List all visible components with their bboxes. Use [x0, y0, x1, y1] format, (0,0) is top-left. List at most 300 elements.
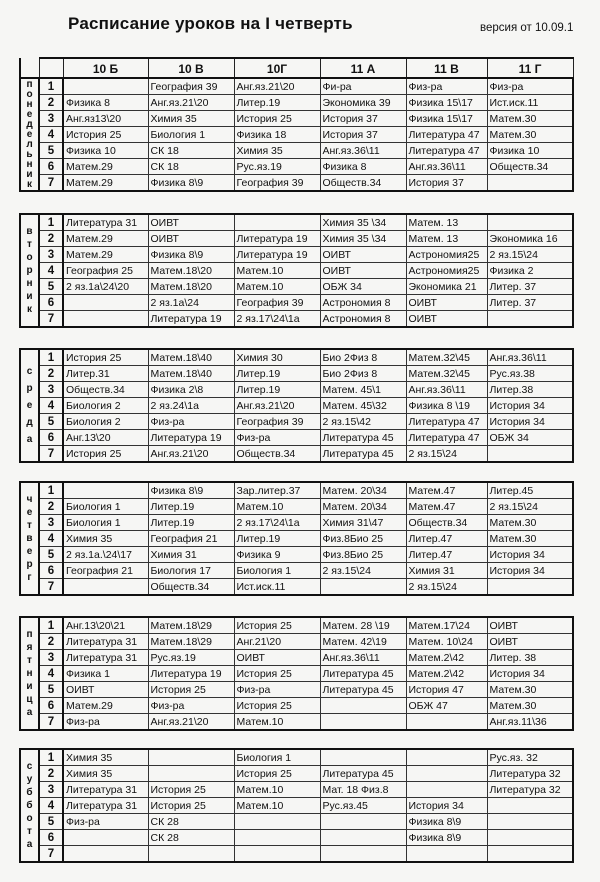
lesson-cell: Матем.18\40 — [148, 366, 234, 382]
lesson-cell: Матем.10 — [234, 279, 320, 295]
lesson-cell: Химия 31 — [406, 563, 487, 579]
lesson-cell: Физ-ра — [234, 430, 320, 446]
lesson-cell: 2 яз.15\24 — [320, 563, 406, 579]
page-title: Расписание уроков на I четверть — [68, 14, 353, 33]
lesson-cell: Биология 2 — [63, 398, 148, 414]
lesson-cell — [487, 846, 573, 863]
lesson-cell: Литература 31 — [63, 634, 148, 650]
lesson-row — [20, 311, 573, 328]
lesson-cell: Матем.47 — [406, 499, 487, 515]
lesson-cell: Астрономия 8 — [320, 311, 406, 328]
lesson-cell: Рус.яз.19 — [234, 159, 320, 175]
lesson-cell: 2 яз.15\24 — [406, 579, 487, 596]
lesson-number: 3 — [39, 111, 63, 127]
day-block — [19, 77, 574, 192]
lesson-cell: Биология 1 — [148, 127, 234, 143]
lesson-cell: Литература 47 — [406, 414, 487, 430]
lesson-cell: Физика 8 \19 — [406, 398, 487, 414]
lesson-cell: Литер.19 — [234, 382, 320, 398]
lesson-number: 1 — [39, 349, 63, 366]
lesson-row — [20, 515, 573, 531]
day-block — [19, 481, 574, 596]
lesson-number: 3 — [39, 650, 63, 666]
lesson-cell: 2 яз.15\24 — [487, 499, 573, 515]
lesson-cell: Литер.31 — [63, 366, 148, 382]
lesson-number: 3 — [39, 782, 63, 798]
lesson-cell: ОИВТ — [148, 231, 234, 247]
lesson-cell: Анг.13\20 — [63, 430, 148, 446]
lesson-cell: Биология 17 — [148, 563, 234, 579]
lesson-number: 5 — [39, 547, 63, 563]
lesson-cell: Литература 31 — [63, 214, 148, 231]
lesson-cell: Литература 45 — [320, 766, 406, 782]
lesson-cell: Матем.30 — [487, 111, 573, 127]
lesson-cell: СК 18 — [148, 143, 234, 159]
lesson-number: 4 — [39, 263, 63, 279]
lesson-number: 3 — [39, 247, 63, 263]
lesson-cell: География 39 — [234, 175, 320, 192]
day-name-vertical: с р е д а — [26, 365, 33, 445]
lesson-number: 7 — [39, 175, 63, 192]
lesson-cell — [234, 214, 320, 231]
lesson-cell: География 39 — [234, 414, 320, 430]
lesson-cell: Физика 8 — [63, 95, 148, 111]
lesson-cell: Обществ.34 — [63, 382, 148, 398]
lesson-cell — [406, 749, 487, 766]
lesson-row — [20, 446, 573, 463]
lesson-cell: Матем.30 — [487, 515, 573, 531]
lesson-row — [20, 247, 573, 263]
lesson-cell: Химия 35 \34 — [320, 231, 406, 247]
lesson-cell — [63, 295, 148, 311]
lesson-cell: История 25 — [234, 111, 320, 127]
lesson-cell: Литература 19 — [234, 247, 320, 263]
lesson-cell — [487, 214, 573, 231]
lesson-cell: Литература 47 — [406, 143, 487, 159]
lesson-cell — [320, 714, 406, 731]
lesson-cell: ОИВТ — [63, 682, 148, 698]
lesson-number: 1 — [39, 617, 63, 634]
lesson-cell: Матем.10 — [234, 714, 320, 731]
lesson-row — [20, 547, 573, 563]
lesson-number: 3 — [39, 382, 63, 398]
lesson-cell: Мат. 18 Физ.8 — [320, 782, 406, 798]
lesson-cell: История 34 — [487, 563, 573, 579]
lesson-cell: Литер.19 — [234, 366, 320, 382]
lesson-row — [20, 698, 573, 714]
lesson-cell: География 39 — [234, 295, 320, 311]
lesson-cell: Литература 32 — [487, 766, 573, 782]
lesson-cell: Литер.45 — [487, 482, 573, 499]
lesson-cell: Литер. 37 — [487, 295, 573, 311]
lesson-number: 7 — [39, 846, 63, 863]
lesson-cell: Экономика 21 — [406, 279, 487, 295]
lesson-cell: 2 яз.15\24 — [487, 247, 573, 263]
lesson-cell — [63, 78, 148, 95]
lesson-number: 7 — [39, 714, 63, 731]
lesson-cell: Матем.2\42 — [406, 666, 487, 682]
lesson-cell: Матем.10 — [234, 798, 320, 814]
lesson-cell: История 25 — [63, 127, 148, 143]
lesson-cell: ОИВТ — [320, 263, 406, 279]
lesson-number: 2 — [39, 231, 63, 247]
lesson-cell: 2 яз.17\24\1а — [234, 311, 320, 328]
lesson-cell: Биология 2 — [63, 414, 148, 430]
lesson-cell — [148, 749, 234, 766]
lesson-cell: География 21 — [148, 531, 234, 547]
lesson-cell: 2 яз.17\24\1а — [234, 515, 320, 531]
lesson-cell: Астрономия25 — [406, 247, 487, 263]
lesson-row — [20, 766, 573, 782]
lesson-cell: Литература 19 — [148, 430, 234, 446]
lesson-cell — [487, 579, 573, 596]
lesson-cell — [406, 766, 487, 782]
lesson-cell: Матем.29 — [63, 698, 148, 714]
lesson-row — [20, 499, 573, 515]
lesson-cell: Анг.13\20\21 — [63, 617, 148, 634]
lesson-row — [20, 830, 573, 846]
lesson-number: 5 — [39, 682, 63, 698]
lesson-cell: Химия 31 — [148, 547, 234, 563]
day-block — [19, 348, 574, 463]
lesson-cell: Литер.47 — [406, 531, 487, 547]
lesson-row — [20, 782, 573, 798]
day-label — [20, 214, 39, 327]
lesson-cell — [406, 782, 487, 798]
lesson-row — [20, 214, 573, 231]
lesson-cell: Физика 8\9 — [148, 175, 234, 192]
lesson-cell: Матем. 20\34 — [320, 482, 406, 499]
lesson-row — [20, 295, 573, 311]
lesson-row — [20, 650, 573, 666]
lesson-cell: Литература 47 — [406, 430, 487, 446]
lesson-cell: Зар.литер.37 — [234, 482, 320, 499]
lesson-cell: СК 28 — [148, 830, 234, 846]
lesson-cell: География 39 — [148, 78, 234, 95]
lesson-cell: Матем. 13 — [406, 214, 487, 231]
lesson-cell: Матем.32\45 — [406, 349, 487, 366]
lesson-number: 3 — [39, 515, 63, 531]
lesson-cell: Литература 47 — [406, 127, 487, 143]
lesson-cell: ОИВТ — [320, 247, 406, 263]
lesson-number: 1 — [39, 482, 63, 499]
lesson-cell: Анг.яз.11\36 — [487, 714, 573, 731]
class-header-10v: 10 В — [148, 58, 234, 79]
lesson-cell: Ист.иск.11 — [487, 95, 573, 111]
day-label — [20, 749, 39, 862]
lesson-cell: История 34 — [487, 398, 573, 414]
lesson-cell: 2 яз.24\1а — [148, 398, 234, 414]
lesson-cell — [320, 830, 406, 846]
lesson-cell: Физ.8Био 25 — [320, 531, 406, 547]
lesson-cell: Литер.19 — [234, 95, 320, 111]
lesson-cell: Экономика 16 — [487, 231, 573, 247]
lesson-number: 1 — [39, 749, 63, 766]
lesson-cell: История 25 — [148, 682, 234, 698]
lesson-cell: Физика 8\9 — [148, 482, 234, 499]
lesson-cell: Физика 2\8 — [148, 382, 234, 398]
lesson-cell: Рус.яз.19 — [148, 650, 234, 666]
lesson-cell: История 25 — [148, 782, 234, 798]
lesson-cell: ОИВТ — [148, 214, 234, 231]
header-spacer — [20, 58, 39, 79]
class-header-11v: 11 В — [406, 58, 487, 79]
lesson-cell: Матем. 20\34 — [320, 499, 406, 515]
lesson-cell: Литература 19 — [148, 666, 234, 682]
lesson-cell — [320, 749, 406, 766]
class-header-11a: 11 А — [320, 58, 406, 79]
lesson-row — [20, 634, 573, 650]
lesson-row — [20, 78, 573, 95]
lesson-cell: Матем.30 — [487, 531, 573, 547]
lesson-cell: Литер.38 — [487, 382, 573, 398]
lesson-cell: Литература 31 — [63, 782, 148, 798]
lesson-cell: Матем.30 — [487, 698, 573, 714]
day-label — [20, 482, 39, 595]
lesson-number: 5 — [39, 414, 63, 430]
lesson-row — [20, 749, 573, 766]
lesson-cell: Физ-ра — [148, 698, 234, 714]
lesson-row — [20, 846, 573, 863]
lesson-number: 6 — [39, 830, 63, 846]
day-name-vertical: п я т н и ц а — [26, 628, 33, 718]
lesson-row — [20, 111, 573, 127]
lesson-cell: Матем.30 — [487, 127, 573, 143]
lesson-row — [20, 617, 573, 634]
lesson-cell — [234, 814, 320, 830]
lesson-cell — [320, 846, 406, 863]
lesson-number: 2 — [39, 95, 63, 111]
lesson-cell: Матем. 10\24 — [406, 634, 487, 650]
lesson-cell: ОИВТ — [406, 311, 487, 328]
lesson-cell: Анг.яз.21\20 — [148, 95, 234, 111]
lesson-cell — [320, 579, 406, 596]
lesson-cell: Химия 35 \34 — [320, 214, 406, 231]
lesson-cell — [148, 766, 234, 782]
day-label — [20, 78, 39, 191]
lesson-cell: История 25 — [234, 617, 320, 634]
lesson-cell: Матем.29 — [63, 231, 148, 247]
lesson-cell: Матем.29 — [63, 159, 148, 175]
lesson-cell: Анг.яз.21\20 — [148, 714, 234, 731]
lesson-cell: СК 28 — [148, 814, 234, 830]
lesson-cell: Матем. 45\1 — [320, 382, 406, 398]
lesson-cell: ОБЖ 34 — [487, 430, 573, 446]
lesson-number: 6 — [39, 159, 63, 175]
lesson-cell: Матем. 13 — [406, 231, 487, 247]
lesson-number: 6 — [39, 563, 63, 579]
lesson-cell: История 47 — [406, 682, 487, 698]
lesson-cell: Литер.19 — [234, 531, 320, 547]
lesson-cell: Анг.яз.21\20 — [148, 446, 234, 463]
lesson-cell: Биология 1 — [63, 515, 148, 531]
lesson-cell — [63, 846, 148, 863]
lesson-number: 1 — [39, 214, 63, 231]
lesson-cell: История 34 — [487, 666, 573, 682]
lesson-row — [20, 714, 573, 731]
lesson-cell: История 34 — [487, 547, 573, 563]
lesson-cell: Физ-ра — [234, 682, 320, 698]
lesson-cell — [487, 175, 573, 192]
lesson-row — [20, 127, 573, 143]
lesson-cell: Литература 45 — [320, 430, 406, 446]
lesson-cell: Биология 1 — [234, 749, 320, 766]
lesson-row — [20, 175, 573, 192]
lesson-cell: Химия 31\47 — [320, 515, 406, 531]
lesson-cell — [320, 814, 406, 830]
lesson-cell — [63, 579, 148, 596]
lesson-cell: История 25 — [63, 446, 148, 463]
lesson-cell: Обществ.34 — [487, 159, 573, 175]
lesson-cell: Экономика 39 — [320, 95, 406, 111]
lesson-cell: Рус.яз.38 — [487, 366, 573, 382]
lesson-cell: Ист.иск.11 — [234, 579, 320, 596]
lesson-cell: Матем.29 — [63, 247, 148, 263]
lesson-cell: Матем.10 — [234, 782, 320, 798]
lesson-cell: Рус.яз. 32 — [487, 749, 573, 766]
lesson-number: 7 — [39, 579, 63, 596]
lesson-cell: Матем. 42\19 — [320, 634, 406, 650]
lesson-cell — [487, 830, 573, 846]
lesson-number: 6 — [39, 430, 63, 446]
class-header-row — [19, 57, 574, 79]
lesson-cell: Физ-ра — [148, 414, 234, 430]
lesson-cell: ОБЖ 47 — [406, 698, 487, 714]
lesson-row — [20, 143, 573, 159]
day-name-vertical: с у б б о т а — [26, 760, 33, 850]
lesson-cell: Физика 8 — [320, 159, 406, 175]
lesson-cell: Физика 8\9 — [148, 247, 234, 263]
lesson-cell: ОИВТ — [487, 634, 573, 650]
lesson-cell: Анг.яз13\20 — [63, 111, 148, 127]
lesson-cell: Химия 30 — [234, 349, 320, 366]
lesson-cell: Литература 45 — [320, 446, 406, 463]
lesson-cell: География 25 — [63, 263, 148, 279]
lesson-cell: СК 18 — [148, 159, 234, 175]
lesson-cell: Матем.47 — [406, 482, 487, 499]
lesson-number: 6 — [39, 295, 63, 311]
lesson-cell: Литер.47 — [406, 547, 487, 563]
lesson-cell: Физ-ра — [63, 714, 148, 731]
lesson-cell: Матем.29 — [63, 175, 148, 192]
lesson-number: 2 — [39, 634, 63, 650]
lesson-cell: Литература 45 — [320, 682, 406, 698]
lesson-cell: Литература 19 — [234, 231, 320, 247]
lesson-cell: Анг.яз.36\11 — [487, 349, 573, 366]
lesson-number: 5 — [39, 814, 63, 830]
lesson-cell: Анг.яз.36\11 — [320, 650, 406, 666]
lesson-cell: Литература 45 — [320, 666, 406, 682]
lesson-cell: Анг.яз.36\11 — [406, 382, 487, 398]
lesson-row — [20, 798, 573, 814]
lesson-cell — [320, 698, 406, 714]
lesson-row — [20, 398, 573, 414]
lesson-cell — [234, 830, 320, 846]
lesson-cell: 2 яз.15\42 — [320, 414, 406, 430]
lesson-cell: Физика 15\17 — [406, 111, 487, 127]
lesson-cell: История 25 — [234, 698, 320, 714]
lesson-cell: История 25 — [234, 766, 320, 782]
lesson-cell: 2 яз.1а.\24\17 — [63, 547, 148, 563]
lesson-row — [20, 482, 573, 499]
lesson-row — [20, 430, 573, 446]
lesson-cell: Физика 2 — [487, 263, 573, 279]
lesson-row — [20, 263, 573, 279]
lesson-number: 2 — [39, 499, 63, 515]
lesson-cell: Физика 18 — [234, 127, 320, 143]
lesson-number: 2 — [39, 366, 63, 382]
lesson-cell — [63, 830, 148, 846]
lesson-cell: Анг.21\20 — [234, 634, 320, 650]
lesson-cell — [63, 482, 148, 499]
lesson-row — [20, 279, 573, 295]
lesson-row — [20, 159, 573, 175]
lesson-cell: ОИВТ — [487, 617, 573, 634]
lesson-cell: Химия 35 — [234, 143, 320, 159]
lesson-cell: Обществ.34 — [148, 579, 234, 596]
lesson-cell: 2 яз.1а\24 — [148, 295, 234, 311]
lesson-cell: История 37 — [320, 127, 406, 143]
lesson-cell: История 25 — [148, 798, 234, 814]
day-name-vertical: ч е т в е р г — [26, 493, 33, 583]
lesson-cell: Матем. 28 \19 — [320, 617, 406, 634]
lesson-cell: Физ-ра — [63, 814, 148, 830]
lesson-cell: Химия 35 — [63, 531, 148, 547]
header-spacer — [39, 58, 63, 79]
lesson-row — [20, 531, 573, 547]
lesson-row — [20, 563, 573, 579]
class-header-10b: 10 Б — [63, 58, 148, 79]
lesson-number: 7 — [39, 311, 63, 328]
lesson-cell: Биология 1 — [234, 563, 320, 579]
lesson-cell: Обществ.34 — [234, 446, 320, 463]
lesson-cell: Матем.10 — [234, 263, 320, 279]
lesson-row — [20, 579, 573, 596]
lesson-cell: История 37 — [406, 175, 487, 192]
lesson-row — [20, 349, 573, 366]
day-block — [19, 616, 574, 731]
day-block — [19, 213, 574, 328]
lesson-cell: Физ-ра — [406, 78, 487, 95]
lesson-cell — [234, 846, 320, 863]
lesson-cell: Анг.яз.21\20 — [234, 78, 320, 95]
lesson-cell: История 34 — [487, 414, 573, 430]
lesson-row — [20, 414, 573, 430]
lesson-cell — [406, 846, 487, 863]
lesson-row — [20, 366, 573, 382]
lesson-cell: Матем. 45\32 — [320, 398, 406, 414]
lesson-cell: Литер. 38 — [487, 650, 573, 666]
lesson-cell: Биология 1 — [63, 499, 148, 515]
lesson-cell: 2 яз.1а\24\20 — [63, 279, 148, 295]
lesson-row — [20, 95, 573, 111]
lesson-cell: ОБЖ 34 — [320, 279, 406, 295]
lesson-cell: Физ-ра — [487, 78, 573, 95]
lesson-cell: Матем.18\20 — [148, 279, 234, 295]
lesson-cell: Матем.18\40 — [148, 349, 234, 366]
lesson-cell: Литература 31 — [63, 650, 148, 666]
lesson-cell: Физ.8Био 25 — [320, 547, 406, 563]
day-name-vertical: в т о р н и к — [26, 225, 33, 315]
lesson-number: 4 — [39, 127, 63, 143]
lesson-cell — [487, 446, 573, 463]
day-name-vertical: п о н е д е л ь н и к — [26, 78, 33, 190]
lesson-number: 4 — [39, 531, 63, 547]
class-header-11g: 11 Г — [487, 58, 573, 79]
lesson-cell: Физика 10 — [487, 143, 573, 159]
lesson-row — [20, 666, 573, 682]
day-block — [19, 748, 574, 863]
